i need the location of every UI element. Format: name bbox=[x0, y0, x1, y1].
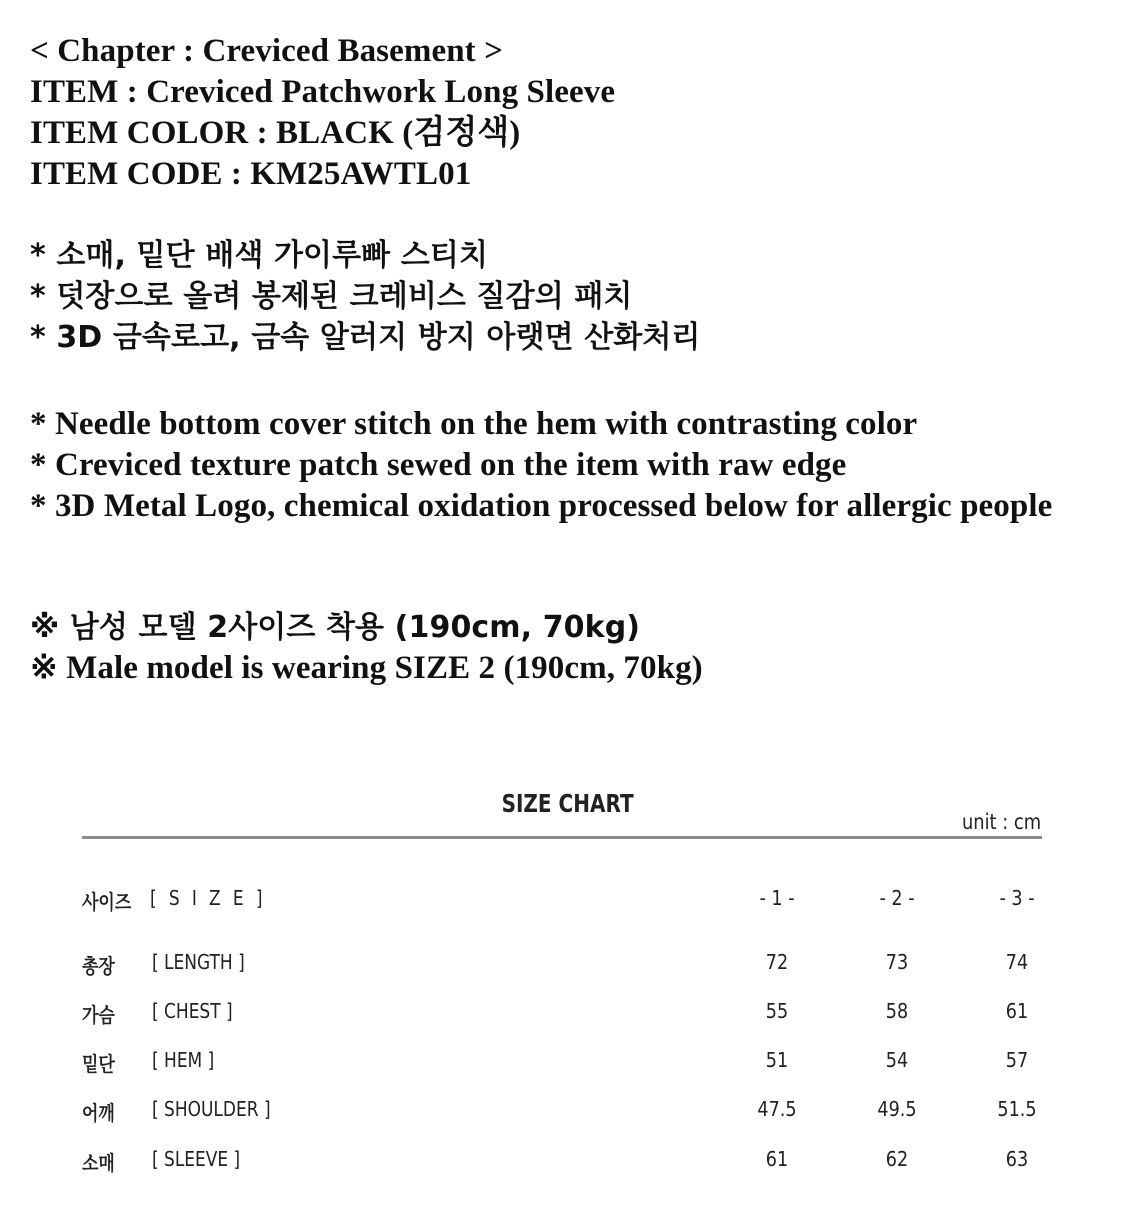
measure-ko: 총장 bbox=[82, 954, 115, 978]
table-row bbox=[0, 1147, 1125, 1177]
measure-value: 61 bbox=[1005, 999, 1029, 1023]
table-row bbox=[0, 1048, 1125, 1078]
measure-value: 57 bbox=[1005, 1048, 1029, 1072]
measure-ko: 소매 bbox=[82, 1151, 115, 1175]
table-row bbox=[0, 1097, 1125, 1127]
measure-value: 51.5 bbox=[997, 1097, 1037, 1121]
measure-value: 55 bbox=[765, 999, 789, 1023]
measure-value: 49.5 bbox=[877, 1097, 917, 1121]
measure-value: 47.5 bbox=[757, 1097, 797, 1121]
table-row bbox=[0, 950, 1125, 980]
measure-value: 72 bbox=[765, 950, 789, 974]
measure-ko: 가슴 bbox=[82, 1003, 115, 1027]
size-chart-divider bbox=[82, 836, 1042, 839]
size-chart-unit: unit : cm bbox=[961, 810, 1041, 834]
table-row bbox=[0, 999, 1125, 1029]
size-header-2: - 2 - bbox=[879, 886, 915, 910]
size-chart-title: SIZE CHART bbox=[501, 789, 634, 818]
measure-value: 61 bbox=[765, 1147, 789, 1171]
chapter-title: < Chapter : Creviced Basement > bbox=[30, 33, 503, 69]
item-code: ITEM CODE : KM25AWTL01 bbox=[30, 156, 472, 192]
item-color: ITEM COLOR : BLACK (검정색) bbox=[30, 115, 521, 151]
korean-note: * 소매, 밑단 배색 가이루빠 스티치 bbox=[30, 238, 489, 273]
size-header-1: - 1 - bbox=[759, 886, 795, 910]
size-header-en: [ S I Z E ] bbox=[150, 886, 266, 910]
measure-value: 54 bbox=[885, 1048, 909, 1072]
measure-value: 62 bbox=[885, 1147, 909, 1171]
korean-note: * 덧장으로 올려 봉제된 크레비스 질감의 패치 bbox=[30, 279, 633, 314]
measure-value: 51 bbox=[765, 1048, 789, 1072]
english-note: * Creviced texture patch sewed on the item with raw edge bbox=[30, 447, 847, 483]
measure-en: [ HEM ] bbox=[152, 1048, 215, 1072]
english-note: * 3D Metal Logo, chemical oxidation processed below for allergic people bbox=[30, 488, 1053, 524]
measure-en: [ SLEEVE ] bbox=[152, 1147, 241, 1171]
measure-value: 74 bbox=[1005, 950, 1029, 974]
measure-value: 58 bbox=[885, 999, 909, 1023]
model-note-korean: ※ 남성 모델 2사이즈 착용 (190cm, 70kg) bbox=[30, 610, 641, 645]
size-header-ko: 사이즈 bbox=[82, 890, 132, 914]
model-notes bbox=[30, 607, 703, 689]
size-header-3: - 3 - bbox=[999, 886, 1035, 910]
english-feature-notes bbox=[30, 404, 1105, 527]
measure-ko: 밑단 bbox=[82, 1052, 115, 1076]
item-name: ITEM : Creviced Patchwork Long Sleeve bbox=[30, 74, 616, 110]
measure-en: [ CHEST ] bbox=[152, 999, 233, 1023]
korean-feature-notes bbox=[30, 235, 701, 358]
model-note-english: ※ Male model is wearing SIZE 2 (190cm, 70kg) bbox=[30, 650, 703, 686]
english-note: * Needle bottom cover stitch on the hem with contrasting color bbox=[30, 406, 918, 442]
measure-value: 73 bbox=[885, 950, 909, 974]
korean-note: * 3D 금속로고, 금속 알러지 방지 아랫면 산화처리 bbox=[30, 320, 701, 355]
size-header-row bbox=[0, 886, 1125, 916]
measure-en: [ SHOULDER ] bbox=[152, 1097, 271, 1121]
measure-value: 63 bbox=[1005, 1147, 1029, 1171]
measure-ko: 어깨 bbox=[82, 1101, 115, 1125]
product-header bbox=[30, 31, 615, 195]
measure-en: [ LENGTH ] bbox=[152, 950, 245, 974]
